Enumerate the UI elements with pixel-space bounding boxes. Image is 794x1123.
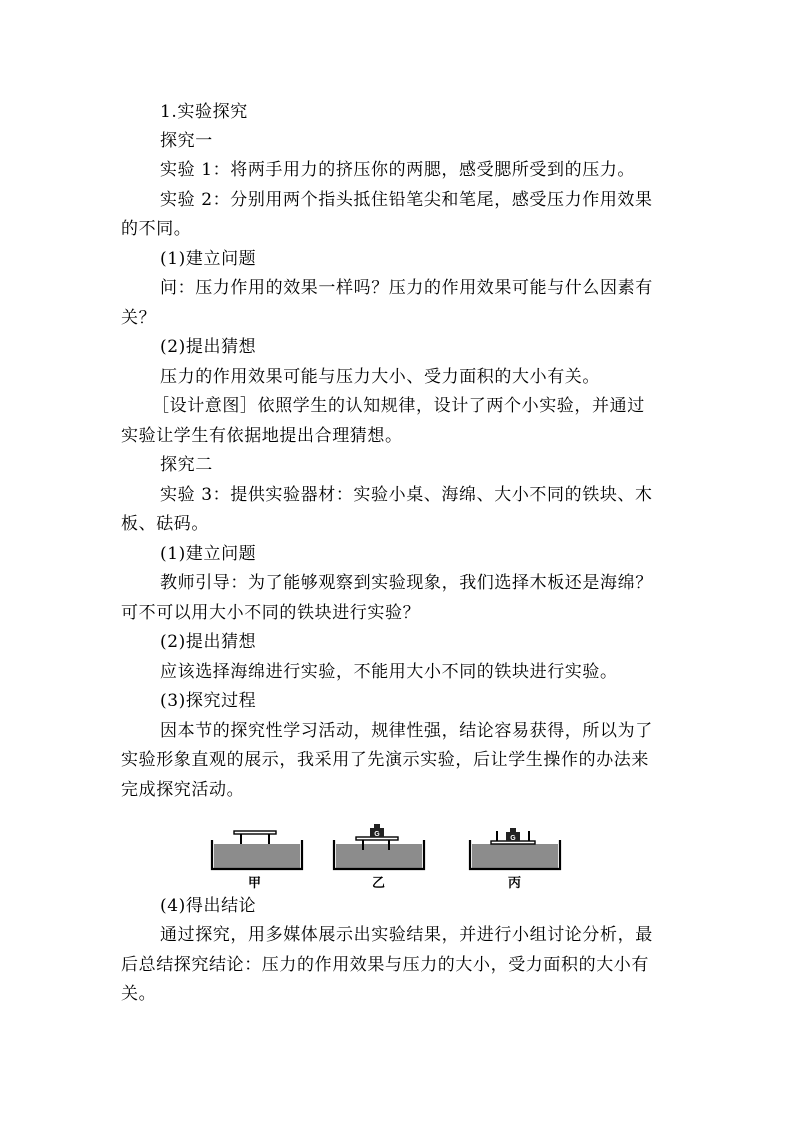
- step-heading: (3)探究过程: [160, 691, 257, 711]
- step-heading: (1)建立问题: [160, 249, 257, 269]
- experiment-diagram: [210, 822, 562, 872]
- step-heading: (2)提出猜想: [160, 337, 257, 357]
- paragraph-line: 完成探究活动。: [121, 780, 245, 800]
- step-heading: (2)提出猜想: [160, 632, 257, 652]
- paragraph-line: 因本节的探究性学习活动，规律性强，结论容易获得，所以为了: [160, 721, 653, 741]
- sponge-yi: [336, 844, 422, 868]
- paragraph-line: 通过探究，用多媒体展示出实验结果，并进行小组讨论分析，最: [160, 925, 653, 945]
- figure-label-bing: 丙: [508, 876, 522, 891]
- paragraph-line: 关？: [121, 308, 157, 328]
- subsection-heading: 探究一: [160, 131, 213, 151]
- paragraph-line: 实验让学生有依据地提出合理猜想。: [121, 426, 403, 446]
- paragraph-line: 关。: [121, 984, 157, 1004]
- svg-text:G: G: [510, 835, 516, 842]
- container-jia: [212, 831, 302, 869]
- svg-text:G: G: [374, 831, 380, 838]
- paragraph-line: 实验形象直观的展示，我采用了先演示实验，后让学生操作的办法来: [121, 750, 649, 770]
- paragraph-line: 应该选择海绵进行实验，不能用大小不同的铁块进行实验。: [160, 662, 618, 682]
- step-heading: (4)得出结论: [160, 896, 257, 916]
- section-heading: 1.实验探究: [160, 102, 248, 122]
- subsection-heading: 探究二: [160, 455, 213, 475]
- paragraph-line: 后总结探究结论：压力的作用效果与压力的大小，受力面积的大小有: [121, 955, 649, 975]
- paragraph-line: 问：压力作用的效果一样吗？压力的作用效果可能与什么因素有: [160, 278, 653, 298]
- paragraph-line: 实验 2：分别用两个指头抵住铅笔尖和笔尾，感受压力作用效果: [160, 190, 653, 210]
- paragraph-line: 压力的作用效果可能与压力大小、受力面积的大小有关。: [160, 367, 600, 387]
- paragraph-line: 板、砝码。: [121, 514, 209, 534]
- experiment-figure: [210, 822, 562, 892]
- table-top-jia: [234, 831, 276, 834]
- figure-label-jia: 甲: [248, 876, 262, 891]
- figure-label-yi: 乙: [372, 876, 386, 891]
- paragraph-line: 可不可以用大小不同的铁块进行实验？: [121, 603, 421, 623]
- paragraph-line: 实验 1：将两手用力的挤压你的两腮，感受腮所受到的压力。: [160, 160, 636, 180]
- paragraph-line: ［设计意图］依照学生的认知规律，设计了两个小实验，并通过: [152, 396, 645, 416]
- sponge-bing: [472, 844, 558, 868]
- paragraph-line: 实验 3：提供实验器材：实验小桌、海绵、大小不同的铁块、木: [160, 485, 653, 505]
- sponge-jia: [214, 844, 300, 868]
- container-yi: [334, 824, 424, 869]
- paragraph-line: 的不同。: [121, 219, 192, 239]
- step-heading: (1)建立问题: [160, 544, 257, 564]
- container-bing: [470, 828, 560, 869]
- paragraph-line: 教师引导：为了能够观察到实验现象，我们选择木板还是海绵？: [160, 573, 653, 593]
